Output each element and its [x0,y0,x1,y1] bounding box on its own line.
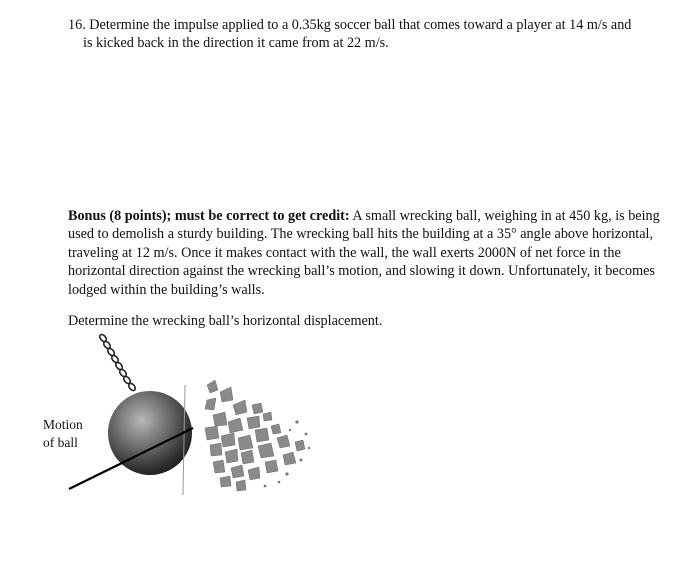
problem-16-line-2: is kicked back in the direction it came from at 22 m/s. [83,35,389,51]
wrecking-ball-figure [35,330,335,500]
bonus-body: A small wrecking ball, weighing in at 450 kg, is being used to demolish a sturdy building. The wrecking ball hits the building at a 35° angle above horizontal, traveling at 12 m/s. Once it makes contact with the wall, the wall exerts 2000N of net force in the horizontal direction against the wrecking ball’s motion, and slowing it down. Unfortunately, it becomes lodged within the building’s walls. [68,208,660,298]
motion-label-line-1: Motion [43,417,83,432]
determine-prompt: Determine the wrecking ball’s horizontal displacement. [68,313,383,329]
bonus-heading: Bonus (8 points); must be correct to get credit: [68,208,350,224]
chain-icon [98,333,136,391]
motion-of-ball-label [43,416,83,452]
problem-16-line-1: 16. Determine the impulse applied to a 0.35kg soccer ball that comes toward a player at 14 m/s and [68,17,632,33]
bonus-problem [68,207,668,299]
motion-label-line-2: of ball [43,435,78,450]
debris-icon [205,380,305,491]
